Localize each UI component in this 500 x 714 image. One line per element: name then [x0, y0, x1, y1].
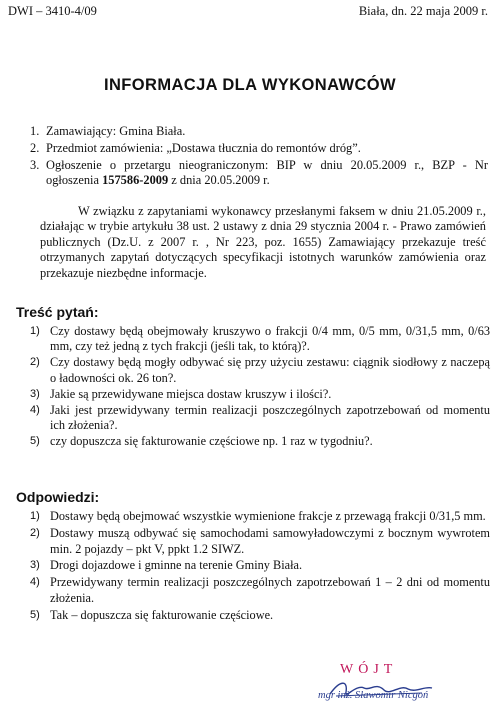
answer-item: [30, 558, 490, 574]
answers-heading: Odpowiedzi:: [16, 489, 100, 505]
item-text: Zamawiający: Gmina Biała.: [46, 124, 186, 138]
answers-list: [30, 509, 490, 625]
question-item: [30, 403, 490, 433]
signer-title-stamp: WÓJT: [340, 662, 398, 677]
signer-name: mgr inż. Sławomir Nicgoń: [318, 690, 429, 701]
document-reference-number: DWI – 3410-4/09: [8, 4, 97, 18]
answer-number: 1): [30, 510, 40, 522]
answer-text: Dostawy muszą odbywać się samochodami samowyładowczymi z bocznym wywrotem min. 2 pojazdy – pkt V, ppkt 1.2 SIWZ.: [50, 525, 490, 556]
announcement-date: z dnia 20.05.2009 r.: [168, 173, 270, 187]
question-item: [30, 355, 490, 385]
item-number: 3.: [30, 158, 40, 172]
question-number: 3): [30, 387, 40, 400]
list-item: [30, 158, 488, 188]
question-text: Jakie są przewidywane miejsca dostaw kruszyw i ilości?.: [50, 386, 332, 401]
question-item: [30, 387, 490, 402]
question-number: 2): [30, 356, 40, 369]
answer-item: [30, 509, 490, 525]
answer-text: Tak – dopuszcza się fakturowanie częściowe.: [50, 607, 274, 622]
list-item: [30, 141, 488, 156]
item-number: 2.: [30, 141, 40, 155]
answer-text: Drogi dojazdowe i gminne na terenie Gminy Biała.: [50, 558, 303, 573]
question-item: [30, 324, 490, 354]
answer-item: [30, 608, 490, 624]
answer-number: 4): [30, 576, 40, 589]
questions-list: [30, 324, 490, 451]
answer-item: [30, 526, 490, 558]
question-number: 1): [30, 325, 40, 337]
answer-number: 2): [30, 526, 40, 539]
place-and-date: Biała, dn. 22 maja 2009 r.: [358, 4, 488, 18]
questions-heading: Treść pytań:: [16, 304, 99, 320]
answer-text: Dostawy będą obejmować wszystkie wymienione frakcje z przewagą frakcji 0/31,5 mm.: [50, 509, 486, 523]
list-item: [30, 124, 488, 139]
item-number: 1.: [30, 124, 40, 138]
question-text: Czy dostawy będą mogły odbywać się przy użyciu zestawu: ciągnik siodłowy z naczepą o ładowności ok. 26 ton?.: [50, 355, 490, 385]
announcement-number: 157586-2009: [102, 173, 169, 187]
question-item: [30, 434, 490, 449]
answer-number: 3): [30, 559, 40, 572]
question-text: Czy dostawy będą obejmowały kruszywo o frakcji 0/4 mm, 0/5 mm, 0/31,5 mm, 0/63 mm, czy też jedną z tych frakcji (jeśli tak, to którą)?.: [50, 324, 490, 354]
question-number: 4): [30, 404, 40, 417]
announcement-text: Ogłoszenie o przetargu nieograniczonym: BIP w dniu 20.05.2009 r., BZP - Nr ogłoszenia: [46, 158, 488, 187]
question-text: czy dopuszcza się fakturowanie częściowe np. 1 raz w tygodniu?.: [50, 434, 373, 449]
answer-number: 5): [30, 608, 40, 621]
answer-item: [30, 575, 490, 607]
item-text: [46, 158, 488, 188]
order-details-list: [30, 124, 488, 190]
intro-paragraph: W związku z zapytaniami wykonawcy przesłanymi faksem w dniu 21.05.2009 r., działając w trybie artykułu 38 ust. 2 ustawy z dnia 29 stycznia 2004 r. - Prawo zamówień publicznych (Dz.U. z 2007 r. , Nr 223, poz. 1655) Zamawiający przekazuje treść otrzymanych zapytań dotyczących specyfikacji istotnych warunków zamówienia oraz przekazuje niezbędne informacje.: [40, 204, 486, 280]
question-text: Jaki jest przewidywany termin realizacji poszczególnych zapotrzebowań od momentu ich złożenia?.: [50, 403, 490, 433]
document-title: INFORMACJA DLA WYKONAWCÓW: [104, 76, 396, 94]
item-text: Przedmiot zamówienia: „Dostawa tłucznia do remontów dróg”.: [46, 141, 361, 155]
answer-text: Przewidywany termin realizacji poszczególnych zapotrzebowań 1 – 2 dni od momentu złożenia.: [50, 575, 490, 605]
question-number: 5): [30, 435, 40, 448]
